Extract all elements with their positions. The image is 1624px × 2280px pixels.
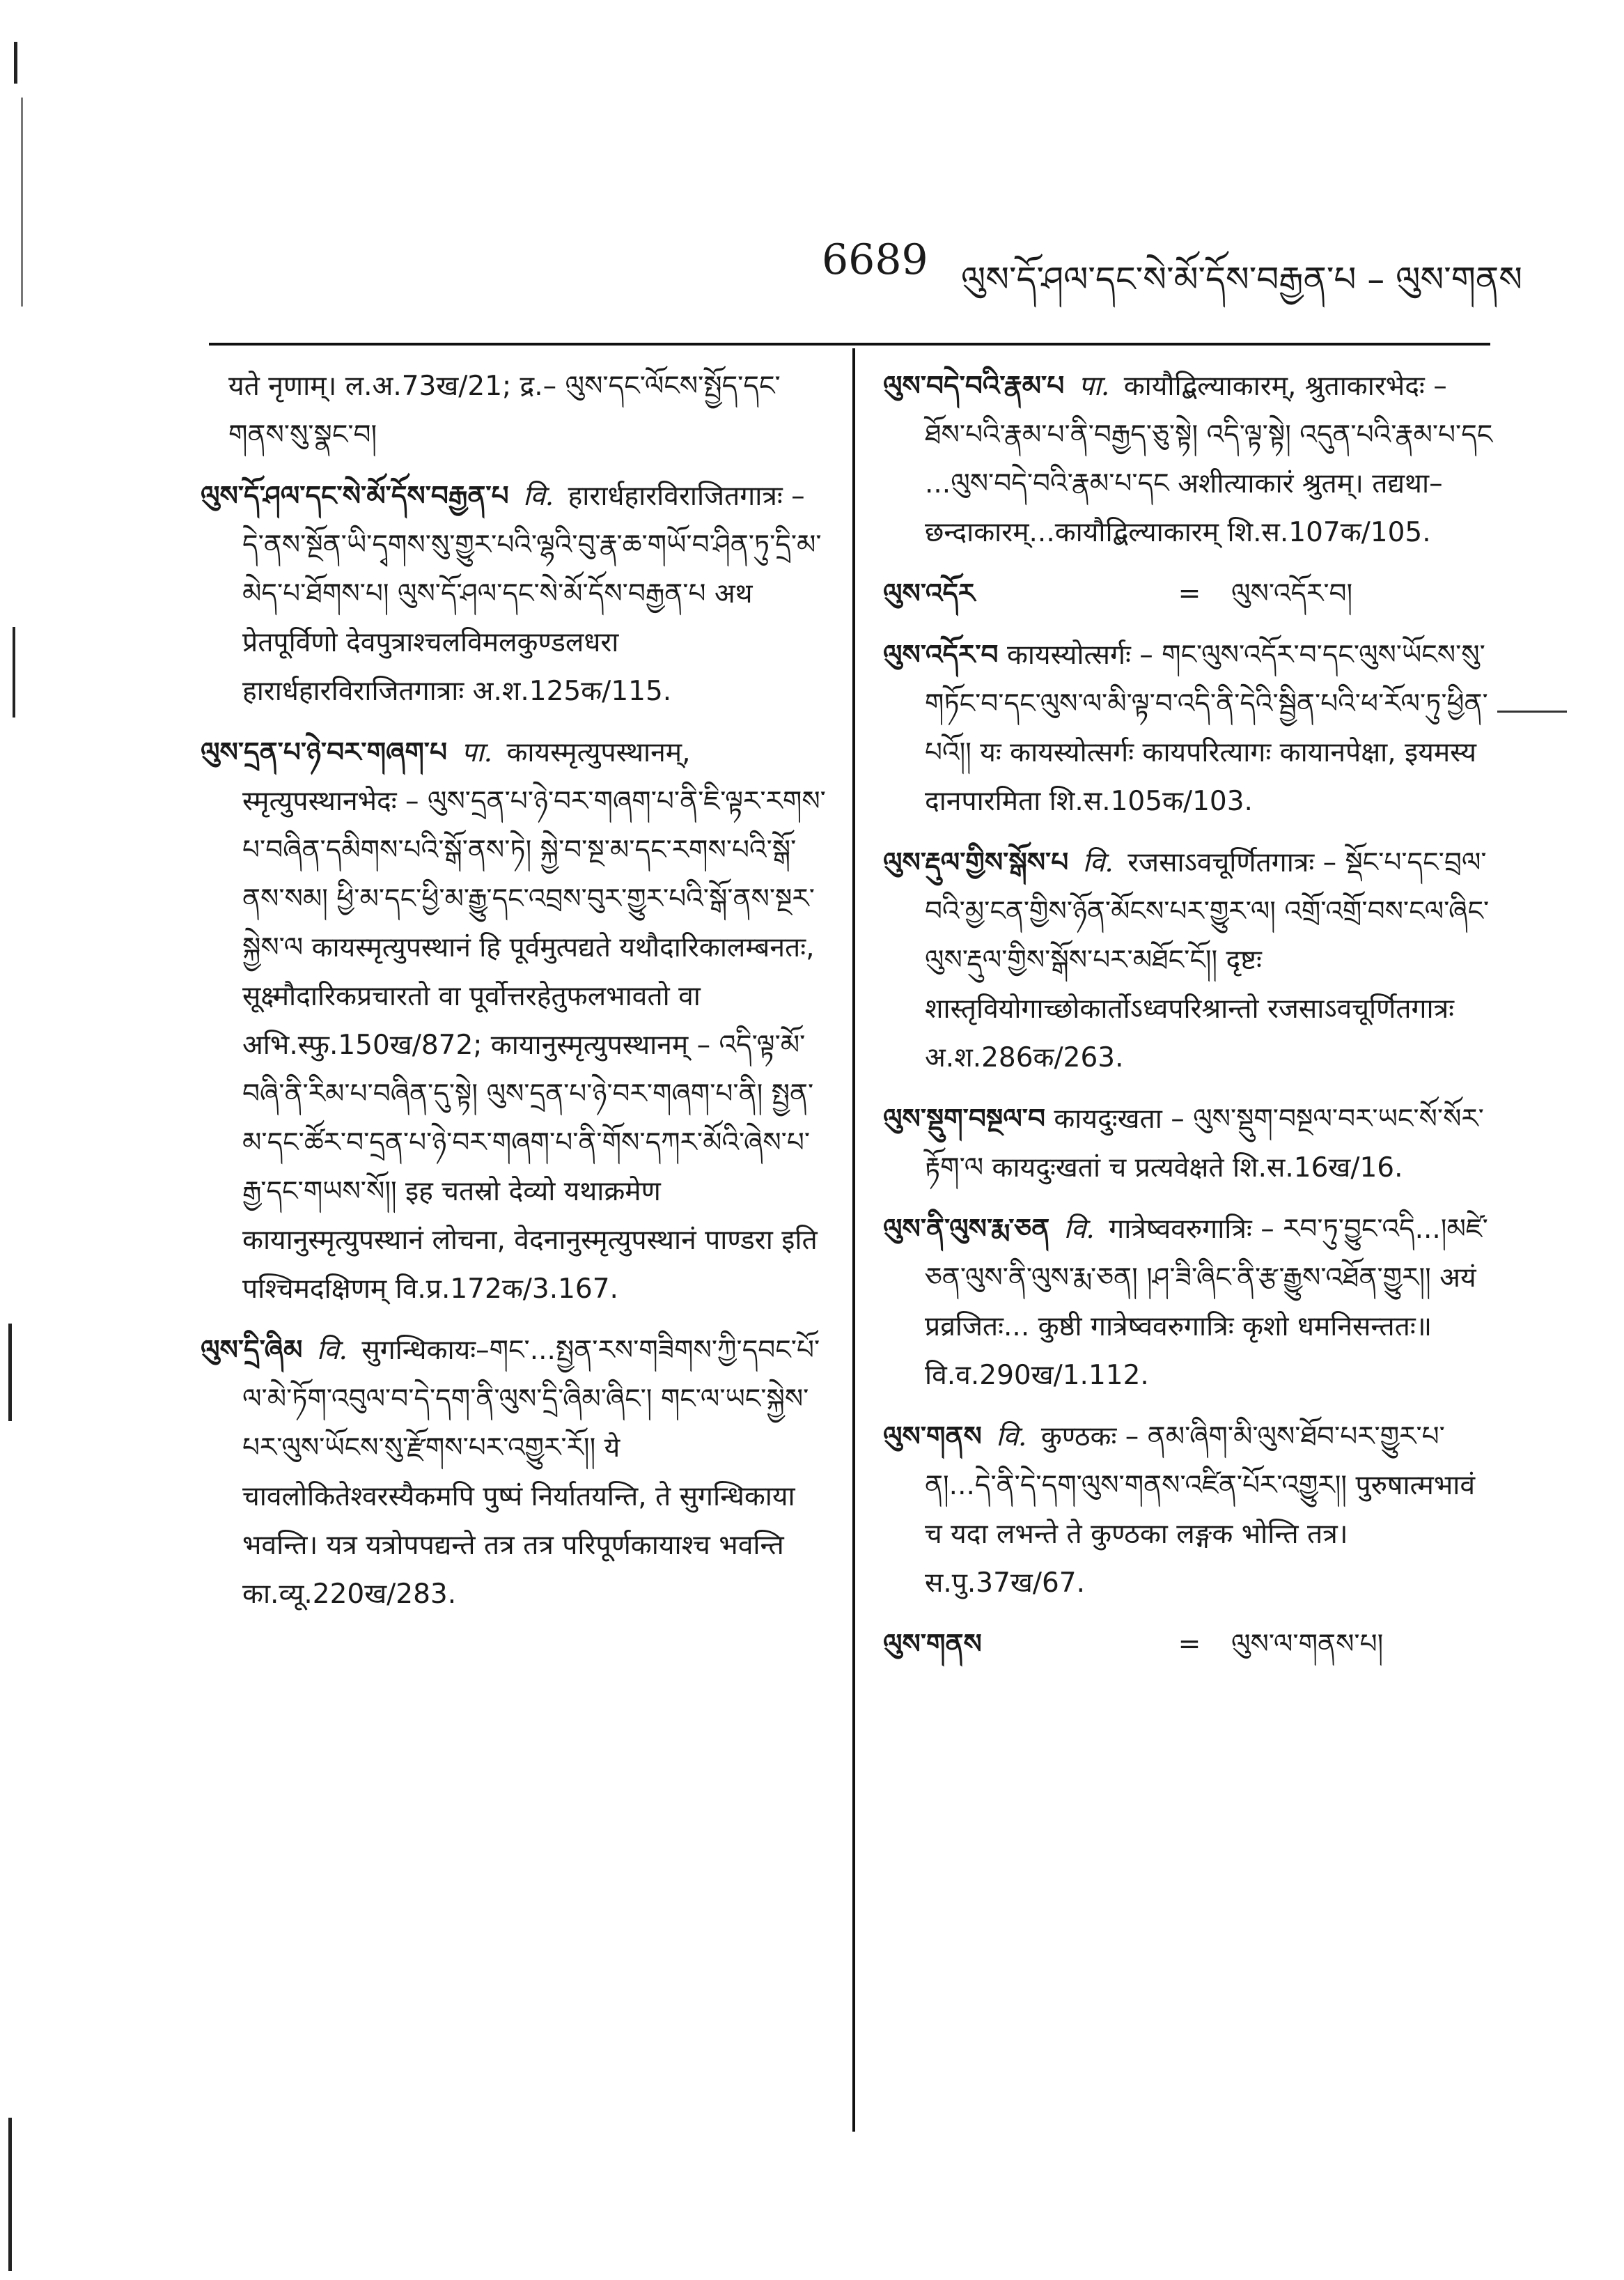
entry-headword: ལུས་རྡུལ་གྱིས་སྒོས་པ xyxy=(883,847,1069,878)
entry-headword: ལུས་གནས xyxy=(883,1629,982,1660)
cross-reference-target: ལུས་ལ་གནས་པ། xyxy=(1231,1629,1384,1660)
equals-sign: = xyxy=(1178,1629,1201,1660)
right-column xyxy=(883,362,1496,1682)
entry-grammar: वि. xyxy=(1082,847,1114,878)
entry-headword: ལུས་དྲན་པ་ཉེ་བར་གཞག་པ xyxy=(201,737,447,768)
header-rule xyxy=(209,343,1490,346)
cross-reference-target: ལུས་འདོར་བ། xyxy=(1231,578,1353,610)
scan-edge-mark xyxy=(13,627,15,718)
entry-headword: ལུས་སྡུག་བསྔལ་བ xyxy=(883,1103,1045,1135)
entry-grammar: वि. xyxy=(316,1335,348,1366)
entry-grammar: वि. xyxy=(1063,1213,1095,1245)
entry-headword: ལུས་གནས xyxy=(883,1421,982,1452)
entry xyxy=(883,839,1496,1083)
equals-sign: = xyxy=(1178,578,1201,610)
entry-grammar: पा. xyxy=(1078,371,1110,402)
left-column xyxy=(201,362,827,1631)
entry-text: कायस्मृत्युपस्थानम्, स्मृत्युपस्थानभेदः – ལུས་དྲན་པ་ཉེ་བར་གཞག་པ་ནི་ཇི་ལྟར་རགས་པ་བཞིན་དམིགས་པའི་སྒོ་ནས་ཏེ། སྐྱེ་བ་སྔ་མ་དང་རགས་པའི་སྒོ་ནས་སམ། ཕྱི་མ་དང་ཕྱི་མ་རྒྱུ་དང་འབྲས་བུར་གྱུར་པའི་སྒོ་ནས་སྔར་སྐྱེས་ལ कायस्मृत्युपस्थानं हि पूर्वमुत्पद्यते यथौदारिकालम्बनतः, सूक्ष्मौदारिकप्रचारतो वा पूर्वोत्तरहेतुफलभावतो वा अभि.स्फु.150ख/872; कायानुस्मृत्युपस्थानम् – འདི་ལྟ་མོ་བཞི་ནི་རིམ་པ་བཞིན་དུ་སྟེ། ལུས་དྲན་པ་ཉེ་བར་གཞག་པ་ནི། སྤྱན་མ་དང་ཚོར་བ་དྲན་པ་ཉེ་བར་གཞག་པ་ནི་གོས་དཀར་མོའི་ཞེས་པ་རྒྱ་དང་གཡས་སོ།། इह चतस्रो देव्यो यथाक्रमेण कायानुस्मृत्युपस्थानं लोचना, वेदनानुस्मृत्युपस्थानं पाण्डरा इति पश्चिमदक्षिणम् वि.प्र.172क/3.167. xyxy=(242,737,826,1305)
entry-text: कायस्योत्सर्गः – གང་ལུས་འདོར་བ་དང་ལུས་ཡོངས་སུ་གཏོང་བ་དང་ལུས་ལ་མི་ལྟ་བ་འདི་ནི་དེའི་སྦྱིན་པའི་ཕ་རོལ་ཏུ་ཕྱིན་པའོ།། यः कायस्योत्सर्गः कायपरित्यागः कायानपेक्षा, इयमस्य दानपारमिता शि.स.105क/103. xyxy=(925,639,1488,817)
entry xyxy=(883,1205,1496,1400)
entry-text: गात्रेष्ववरुगात्रिः – རབ་ཏུ་བྱུང་འདི...།མཛེ་ཅན་ལུས་ནི་ལུས་རྨ་ཅན། །ཤ་ཟི་ཞིང་ནི་རྩ་རྒྱུས་འཐོན་གྱུར།། अयं प्रव्रजितः... कुष्ठी गात्रेष्ववरुगात्रिः कृशो धमनिसन्ततः॥ वि.व.290ख/1.112. xyxy=(925,1213,1488,1391)
entry xyxy=(201,1326,827,1619)
scan-edge-mark xyxy=(8,1324,12,1421)
entry xyxy=(201,472,827,716)
entry-text: कायौद्बिल्याकारम्, श्रुताकारभेदः – ཐོས་པའི་རྣམ་པ་ནི་བརྒྱད་ཅུ་སྟེ། འདི་ལྟ་སྟེ། འདུན་པའི་རྣམ་པ་དང ...ལུས་བདེ་བའི་རྣམ་པ་དང अशीत्याकारं श्रुतम्। तद्यथा–छन्दाकारम्...कायौद्बिल्याकारम् शि.स.107क/105. xyxy=(925,371,1493,548)
entry-grammar: वि. xyxy=(996,1421,1027,1452)
entry-text: कायदुःखता – ལུས་སྡུག་བསྔལ་བར་ཡང་སོ་སོར་རྟོག་ལ कायदुःखतां च प्रत्यवेक्षते शि.स.16ख/16. xyxy=(925,1103,1484,1184)
entry xyxy=(201,729,827,1314)
cross-reference xyxy=(883,570,1496,619)
header-title: ལུས་དོ་ཤལ་དང་སེ་མོ་དོས་བརྒྱན་པ – ལུས་གནས xyxy=(961,259,1523,300)
entry-text: यते नृणाम्। ल.अ.73ख/21; द्र.– ལུས་དང་ལོངས་སྤྱོད་དང་གནས་སུ་སྣང་བ། xyxy=(228,371,781,451)
entry-headword: ལུས་འདོར་བ xyxy=(883,639,999,671)
margin-dash xyxy=(1497,711,1567,713)
scan-edge-mark xyxy=(8,2118,12,2271)
cross-reference xyxy=(883,1620,1496,1669)
entry-text: हारार्धहारविराजितगात्रः – དེ་ནས་སྔོན་ཡི་དྭགས་སུ་གྱུར་པའི་ལྷའི་བུ་རྣ་ཆ་གཡོ་བ་ཤིན་ཏུ་དྲི་མ་མེད་པ་ཐོགས་པ། ལུས་དོ་ཤལ་དང་སེ་མོ་དོས་བརྒྱན་པ अथ प्रेतपूर्विणो देवपुत्राश्चलविमलकुण्डलधरा हारार्धहारविराजितगात्राः अ.श.125क/115. xyxy=(242,481,822,707)
page-header xyxy=(822,230,1560,300)
scan-edge-mark xyxy=(14,42,17,84)
entry-headword: ལུས་ནི་ལུས་རྨ་ཅན xyxy=(883,1213,1050,1245)
scan-edge-mark xyxy=(21,98,23,307)
entry-headword: ལུས་འདོར xyxy=(883,578,976,610)
entry xyxy=(883,1413,1496,1608)
page-number: 6689 xyxy=(822,235,928,284)
entry xyxy=(883,1095,1496,1193)
entry-headword: ལུས་དོ་ཤལ་དང་སེ་མོ་དོས་བརྒྱན་པ xyxy=(201,481,509,512)
entry-grammar: वि. xyxy=(522,481,554,512)
entry-text: सुगन्धिकायः–གང་...སྤྱན་རས་གཟིགས་ཀྱི་དབང་པོ་ལ་མེ་ཏོག་འབུལ་བ་དེ་དག་ནི་ལུས་དྲི་ཞིམ་ཞིང་། གང་ལ་ཡང་སྐྱེས་པར་ལུས་ཡོངས་སུ་རྫོགས་པར་འགྱུར་རོ།། ये चावलोकितेश्वरस्यैकमपि पुष्पं निर्यातयन्ति, ते सुगन्धिकाया भवन्ति। यत्र यत्रोपपद्यन्ते तत्र तत्र परिपूर्णकायाश्च भवन्ति का.व्यू.220ख/283. xyxy=(242,1335,820,1610)
entry-text: रजसाऽवचूर्णितगात्रः – སྡོང་པ་དང་བྲལ་བའི་མྱ་ངན་གྱིས་ཉོན་མོངས་པར་གྱུར་ལ། འགྲོ་འགྲོ་བས་ངལ་ཞིང་ལུས་རྡུལ་གྱིས་སྒོས་པར་མཐོང་ངོ།། दृष्टः शास्तृवियोगाच्छोकार्तोऽध्वपरिश्रान्तो रजसाऽवचूर्णितगात्रः अ.श.286क/263. xyxy=(925,847,1490,1073)
entry-headword: ལུས་དྲི་ཞིམ xyxy=(201,1335,303,1366)
entry-continuation xyxy=(201,362,827,460)
entry-headword: ལུས་བདེ་བའི་རྣམ་པ xyxy=(883,371,1065,402)
entry-text: कुण्ठकः – ནམ་ཞིག་མི་ལུས་ཐོབ་པར་གྱུར་པ་ན།...དེ་ནི་དེ་དག་ལུས་གནས་འཛིན་པོར་འགྱུར།། पुरुषात्मभावं च यदा लभन्ते ते कुण्ठका लङ्गक भोन्ति तत्र। स.पु.37ख/67. xyxy=(925,1421,1476,1599)
entry xyxy=(883,631,1496,826)
column-divider xyxy=(852,348,855,2132)
entry-grammar: पा. xyxy=(461,737,493,768)
entry xyxy=(883,362,1496,557)
